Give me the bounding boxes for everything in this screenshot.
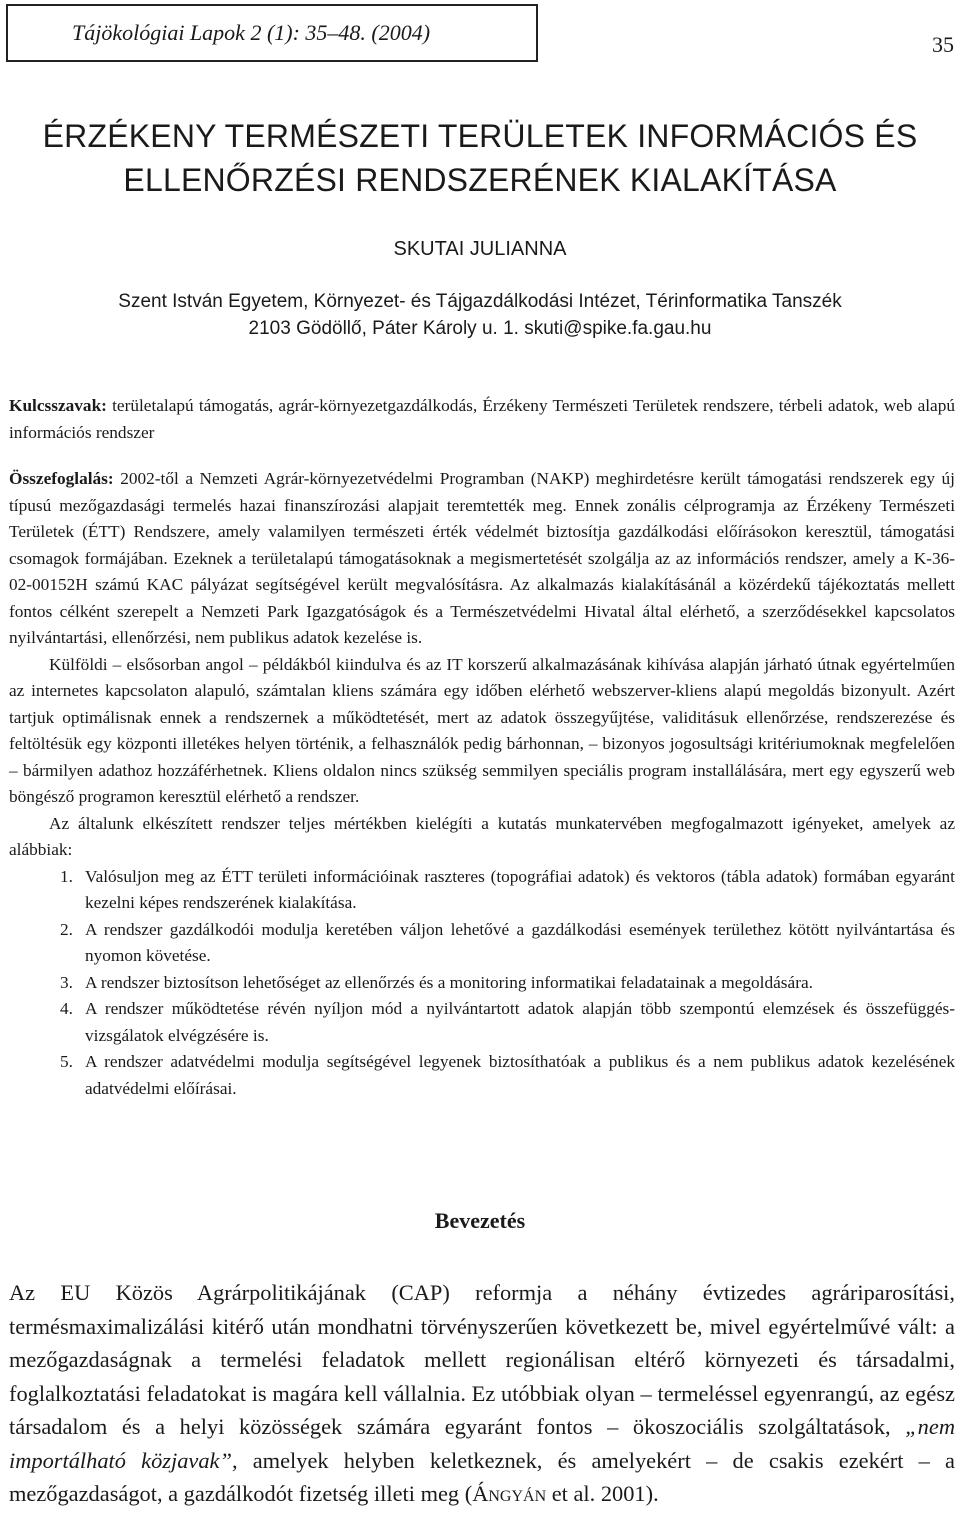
summary-text-1: 2002-től a Nemzeti Agrár-környezetvédelmi Programban (NAKP) meghirdetésre került támogatási rendszerek egy új típusú mezőgazdasági termelés hazai finanszírozási alapjait teremtették meg. Ennek zonális célprogramja az Érzékeny Természeti Területek (ÉTT) Rendszere, amely valamilyen természeti érték védelmét biztosítja gazdálkodási előírásokon keresztül, támogatási csomagok formájában. Ezeknek a területalapú támogatásoknak a megismertetését szolgálja az az információs rendszer, amely a K-36-02-00152H számú KAC pályázat segítségével került megvalósításra. Az alkalmazás kialakításánál a közérdekű tájékoztatás mellett fontos célként szerepelt a Nemzeti Park Igazgatóságok és a Természetvédelmi Hivatal által elérhető, a szerződésekkel kapcsolatos nyilvántartási, ellenőrzési, nem publikus adatok kezelése is. <box>9 469 955 647</box>
intro-text-b: , amelyek helyben keletkeznek, és amelyekért – de csakis ezekért – a mezőgazdaságot, a gazdálkodót fizetség illeti meg ( <box>9 1447 955 1506</box>
summary-paragraph-2: Külföldi – elsősorban angol – példákból kiindulva és az IT korszerű alkalmazásának kihívása alapján járható útnak egyértelműen az internetes kapcsolaton alapuló, számtalan kliens számára egy időben elérhető webszerver-kliens alapú megoldás bizonyult. Azért tartjuk optimálisnak ennek a rendszernek a működtetését, mert az adatok összegyűjtése, validitásuk ellenőrzése, rendszerezése és feltöltésük egy központi illetékes helyen történik, a felhasználók pedig bárhonnan, – bizonyos jogosultsági kritériumoknak megfelelően – bármilyen adathoz hozzáférhetnek. Kliens oldalon nincs szükség semmilyen speciális program installálására, mert egy egyszerű web böngésző programon keresztül elérhető a rendszer. <box>9 654 955 806</box>
keywords-text: területalapú támogatás, agrár-környezetgazdálkodás, Érzékeny Természeti Területek rendszere, térbeli adatok, web alapú információs rendszer <box>9 396 955 442</box>
title-line-1: ÉRZÉKENY TERMÉSZETI TERÜLETEK INFORMÁCIÓS ÉS <box>42 118 918 154</box>
summary-paragraph-3: Az általunk elkészített rendszer teljes mértékben kielégíti a kutatás munkatervében megfogalmazott igényeket, amelyek az alábbiak: <box>9 813 955 859</box>
requirements-list <box>9 864 955 1103</box>
list-item-number: 4. <box>60 999 73 1018</box>
list-item-number: 2. <box>60 919 73 939</box>
list-item-text: Valósuljon meg az ÉTT területi információinak raszteres (topográfiai adatok) és vektoros (tábla adatok) formában egyaránt kezelni képes rendszerének kialakítása. <box>85 866 955 912</box>
intro-quote: „nem importálható közjavak” <box>9 1414 955 1473</box>
title-line-2: ELLENŐRZÉSI RENDSZERÉNEK KIALAKÍTÁSA <box>123 162 837 198</box>
list-item-number: 3. <box>60 972 73 992</box>
list-item-text: A rendszer gazdálkodói modulja keretében váljon lehetővé a gazdálkodási események területhez kötött nyilvántartása és nyomon követése. <box>85 919 955 965</box>
list-item <box>9 970 955 997</box>
keywords-label: Kulcsszavak: <box>9 396 107 415</box>
list-item <box>9 1049 955 1102</box>
list-item-text: A rendszer működtetése révén nyíljon mód a nyilvántartott adatok alapján több szempontú elemzések és összefüggés-vizsgálatok elvégzésére is. <box>85 999 955 1045</box>
journal-citation: Tájökológiai Lapok 2 (1): 35–48. (2004) <box>6 4 538 62</box>
list-item <box>9 996 955 1049</box>
paper-title <box>0 114 960 202</box>
section-heading: Bevezetés <box>434 1208 526 1233</box>
summary-paragraph-1 <box>9 466 955 652</box>
affiliation-line-2: 2103 Gödöllő, Páter Károly u. 1. skuti@spike.fa.gau.hu <box>248 318 712 339</box>
keywords <box>9 393 955 446</box>
summary <box>9 466 955 1102</box>
affiliation-line-1: Szent István Egyetem, Környezet- és Tájgazdálkodási Intézet, Térinformatika Tanszék <box>118 291 842 312</box>
citation-author: Ángyán <box>472 1481 547 1506</box>
affiliation <box>0 288 960 342</box>
list-item-number: 1. <box>60 866 73 886</box>
summary-label: Összefoglalás: <box>9 469 114 488</box>
list-item <box>9 864 955 917</box>
list-item-number: 5. <box>60 1052 73 1071</box>
list-item <box>9 917 955 970</box>
intro-text-c: et al. 2001). <box>546 1481 659 1506</box>
intro-paragraph <box>9 1276 955 1511</box>
page-number: 35 <box>932 32 954 57</box>
list-item-text: A rendszer adatvédelmi modulja segítségével legyenek biztosíthatóak a publikus és a nem publikus adatok kezelésének adatvédelmi előírásai. <box>85 1052 955 1098</box>
author-name: SKUTAI JULIANNA <box>393 238 567 260</box>
list-item-text: A rendszer biztosítson lehetőséget az ellenőrzés és a monitoring informatikai feladatainak a megoldására. <box>85 972 813 992</box>
intro-text-a: Az EU Közös Agrárpolitikájának (CAP) reformja a néhány évtizedes agráriparosítási, termésmaximalizálási kitérő után mondhatni törvényszerűen következett be, mivel egyértelművé vált: a mezőgazdaságnak a termelési feladatok mellett regionálisan eltérő környezeti és társadalmi, foglalkoztatási feladatokat is magára kell vállalnia. Ez utóbbiak olyan – termeléssel egyenrangú, az egész társadalom és a helyi közösségek számára egyaránt fontos – ökoszociális szolgáltatások, <box>9 1280 955 1439</box>
